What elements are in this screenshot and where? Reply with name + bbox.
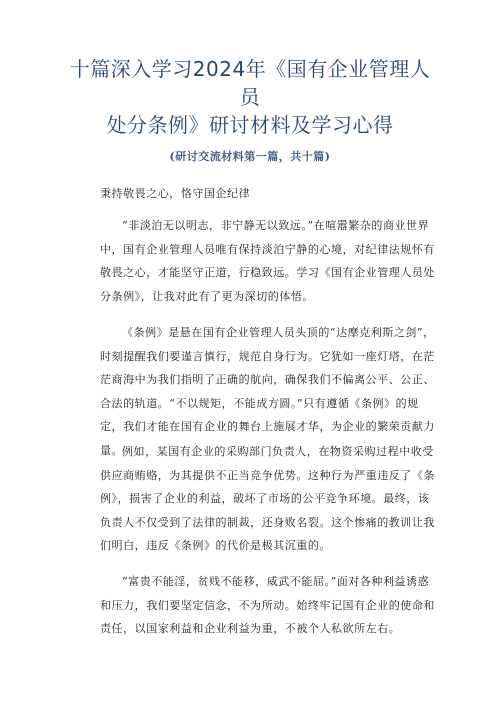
- body-paragraph: 《条例》是悬在国有企业管理人员头顶的“达摩克利斯之剑”，时刻提醒我们要谨言慎行，规范自身行为。它犹如一座灯塔，在茫茫商海中为我们指明了正确的航向，确保我们不偏离公平、公正、合法的轨道。“不以规矩，不能成方圆。”只有遵循《条例》的规定，我们才能在国有企业的舞台上施展才华，为企业的繁荣贡献力量。: [100, 326, 435, 457]
- section-heading: 秉持敬畏之心，恪守国企纪律: [100, 187, 251, 200]
- body-paragraph: 例如，某国有企业的采购部门负责人，在物资采购过程中收受供应商贿赂，为其提供不正当竞争优势。这种行为严重违反了《条例》，损害了企业的利益，破坏了市场的公平竞争环境。最终，该负责人不仅受到了法律的制裁，还身败名裂。这个惨痛的教训让我们明白，违反《条例》的代价是极其沉重的。: [100, 445, 435, 552]
- body-paragraph: “非淡泊无以明志，非宁静无以致远。”在喧嚣繁杂的商业世界中，国有企业管理人员唯有保持淡泊宁静的心境，对纪律法规怀有敬畏之心，才能坚守正道，行稳致远。学习《国有企业管理人员处分条例》，让我对此有了更为深切的体悟。: [100, 219, 435, 303]
- document-subtitle: (研讨交流材料第一篇，共十篇): [169, 150, 331, 163]
- title-line-1: 十篇深入学习2024年《国有企业管理人员: [69, 57, 431, 109]
- body-paragraph: “富贵不能淫，贫贱不能移，威武不能屈。”面对各种利益诱惑和压力，我们要坚定信念，不为所动。始终牢记国有企业的使命和责任，以国家利益和企业利益为重，不被个人私欲所左右。: [100, 575, 435, 635]
- document-title: [60, 55, 440, 139]
- title-line-2: 处分条例》研讨材料及学习心得: [106, 113, 394, 137]
